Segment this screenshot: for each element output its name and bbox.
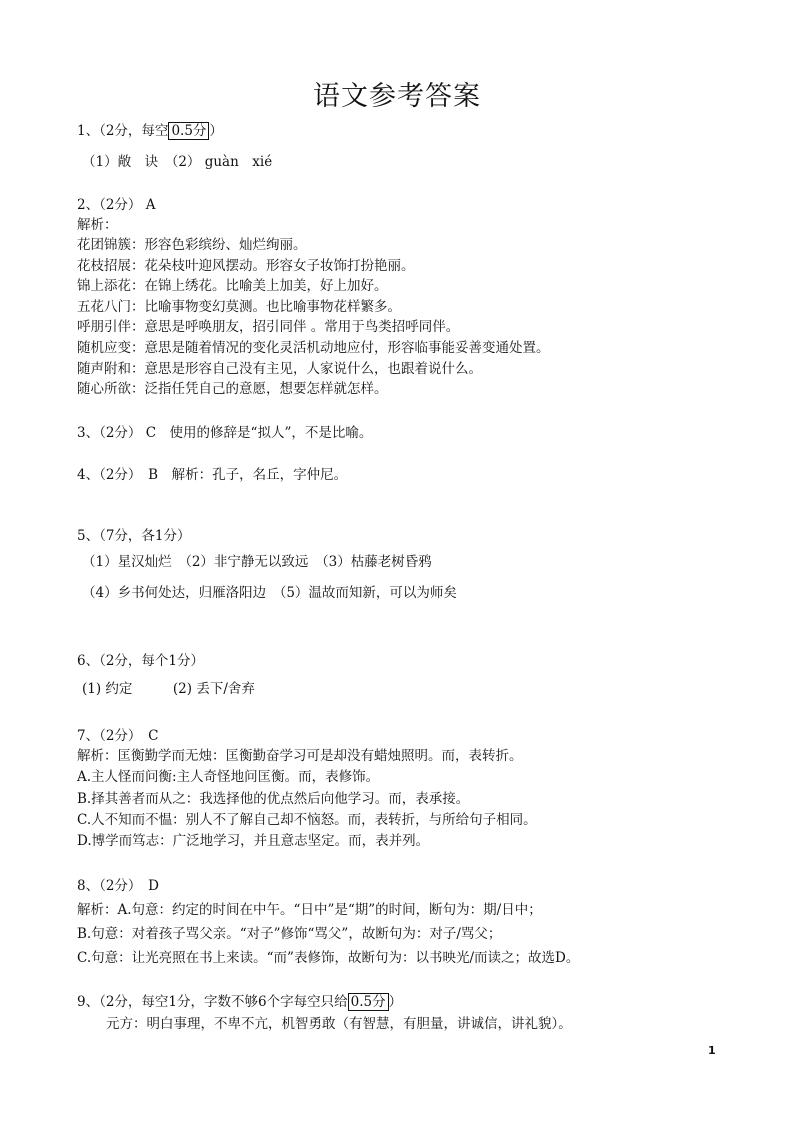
q2-item: 随机应变：意思是随着情况的变化灵活机动地应付，形容临事能妥善变通处置。: [77, 340, 550, 356]
q9-heading-close: ）: [388, 994, 403, 1010]
q2-item: 花团锦簇：形容色彩缤纷、灿烂绚丽。: [77, 237, 307, 253]
q6-answer: (1) 约定 (2) 丢下/舍弃: [82, 681, 255, 697]
q6-heading: 6、（2分，每个1分）: [77, 653, 205, 669]
q2-heading: 2、（2分） A: [77, 197, 156, 213]
q7-item: 解析：匡衡勤学而无烛：匡衡勤奋学习可是却没有蜡烛照明。而，表转折。: [77, 748, 523, 764]
q5-answer-row: （4）乡书何处达，归雁洛阳边 （5）温故而知新，可以为师矣: [82, 585, 457, 601]
q1-answer: （1）敞 诀 （2） guàn xié: [82, 154, 273, 170]
q5-heading: 5、（7分，各1分）: [77, 528, 191, 544]
q7-item: D.博学而笃志：广泛地学习，并且意志坚定。而，表并列。: [77, 833, 430, 849]
q1-heading-close: ）: [209, 123, 223, 139]
q9-heading: [77, 993, 402, 1011]
q4-line: 4、（2分） B 解析：孔子，名丘，字仲尼。: [77, 467, 348, 483]
q7-item: C.人不知而不愠：别人不了解自己却不恼怒。而，表转折，与所给句子相同。: [77, 812, 537, 828]
page-title: 语文参考答案: [313, 81, 481, 112]
q2-analysis-label: 解析：: [77, 217, 118, 233]
q2-item: 呼朋引伴：意思是呼唤朋友，招引同伴 。常用于鸟类招呼同伴。: [77, 319, 460, 335]
q8-item: 解析：A.句意：约定的时间在中午。“日中”是“期”的时间，断句为：期/日中；: [77, 902, 542, 918]
q7-item: A.主人怪而问衡:主人奇怪地问匡衡。而，表修饰。: [77, 769, 380, 785]
q2-item: 锦上添花：在锦上绣花。比喻美上加美，好上加好。: [77, 278, 388, 294]
q8-heading: 8、（2分） D: [77, 878, 160, 894]
q9-boxed-score: 0.5分: [348, 993, 389, 1011]
q9-answer: 元方：明白事理，不卑不亢，机智勇敢（有智慧，有胆量，讲诚信，讲礼貌）。: [106, 1016, 572, 1032]
q2-item: 五花八门：比喻事物变幻莫测。也比喻事物花样繁多。: [77, 299, 401, 315]
q3-line: 3、（2分） C 使用的修辞是“拟人”，不是比喻。: [77, 425, 373, 441]
q8-item: C.句意：让光亮照在书上来读。“而”表修饰，故断句为：以书映光/而读之；故选D。: [77, 950, 580, 966]
q1-boxed-score: 0.5分: [168, 122, 209, 140]
q5-answer-row: （1）星汉灿烂 （2）非宁静无以致远 （3）枯藤老树昏鸦: [82, 554, 432, 570]
q8-item: B.句意：对着孩子骂父亲。“对子”修饰“骂父”，故断句为：对子/骂父；: [77, 926, 502, 942]
q2-item: 随声附和：意思是形容自己没有主见，人家说什么，也跟着说什么。: [77, 361, 482, 377]
q2-item: 花枝招展：花朵枝叶迎风摆动。形容女子妆饰打扮艳丽。: [77, 258, 415, 274]
q1-heading: [77, 122, 223, 140]
q1-heading-text: 1、（2分，每空: [77, 123, 169, 139]
q7-item: B.择其善者而从之：我选择他的优点然后向他学习。而，表承接。: [77, 791, 470, 807]
q9-heading-text: 9、（2分，每空1分，字数不够6个字每空只给: [77, 994, 348, 1010]
q7-heading: 7、（2分） C: [77, 728, 159, 744]
page-number: 1: [708, 1044, 716, 1057]
q2-item: 随心所欲：泛指任凭自己的意愿，想要怎样就怎样。: [77, 381, 388, 397]
